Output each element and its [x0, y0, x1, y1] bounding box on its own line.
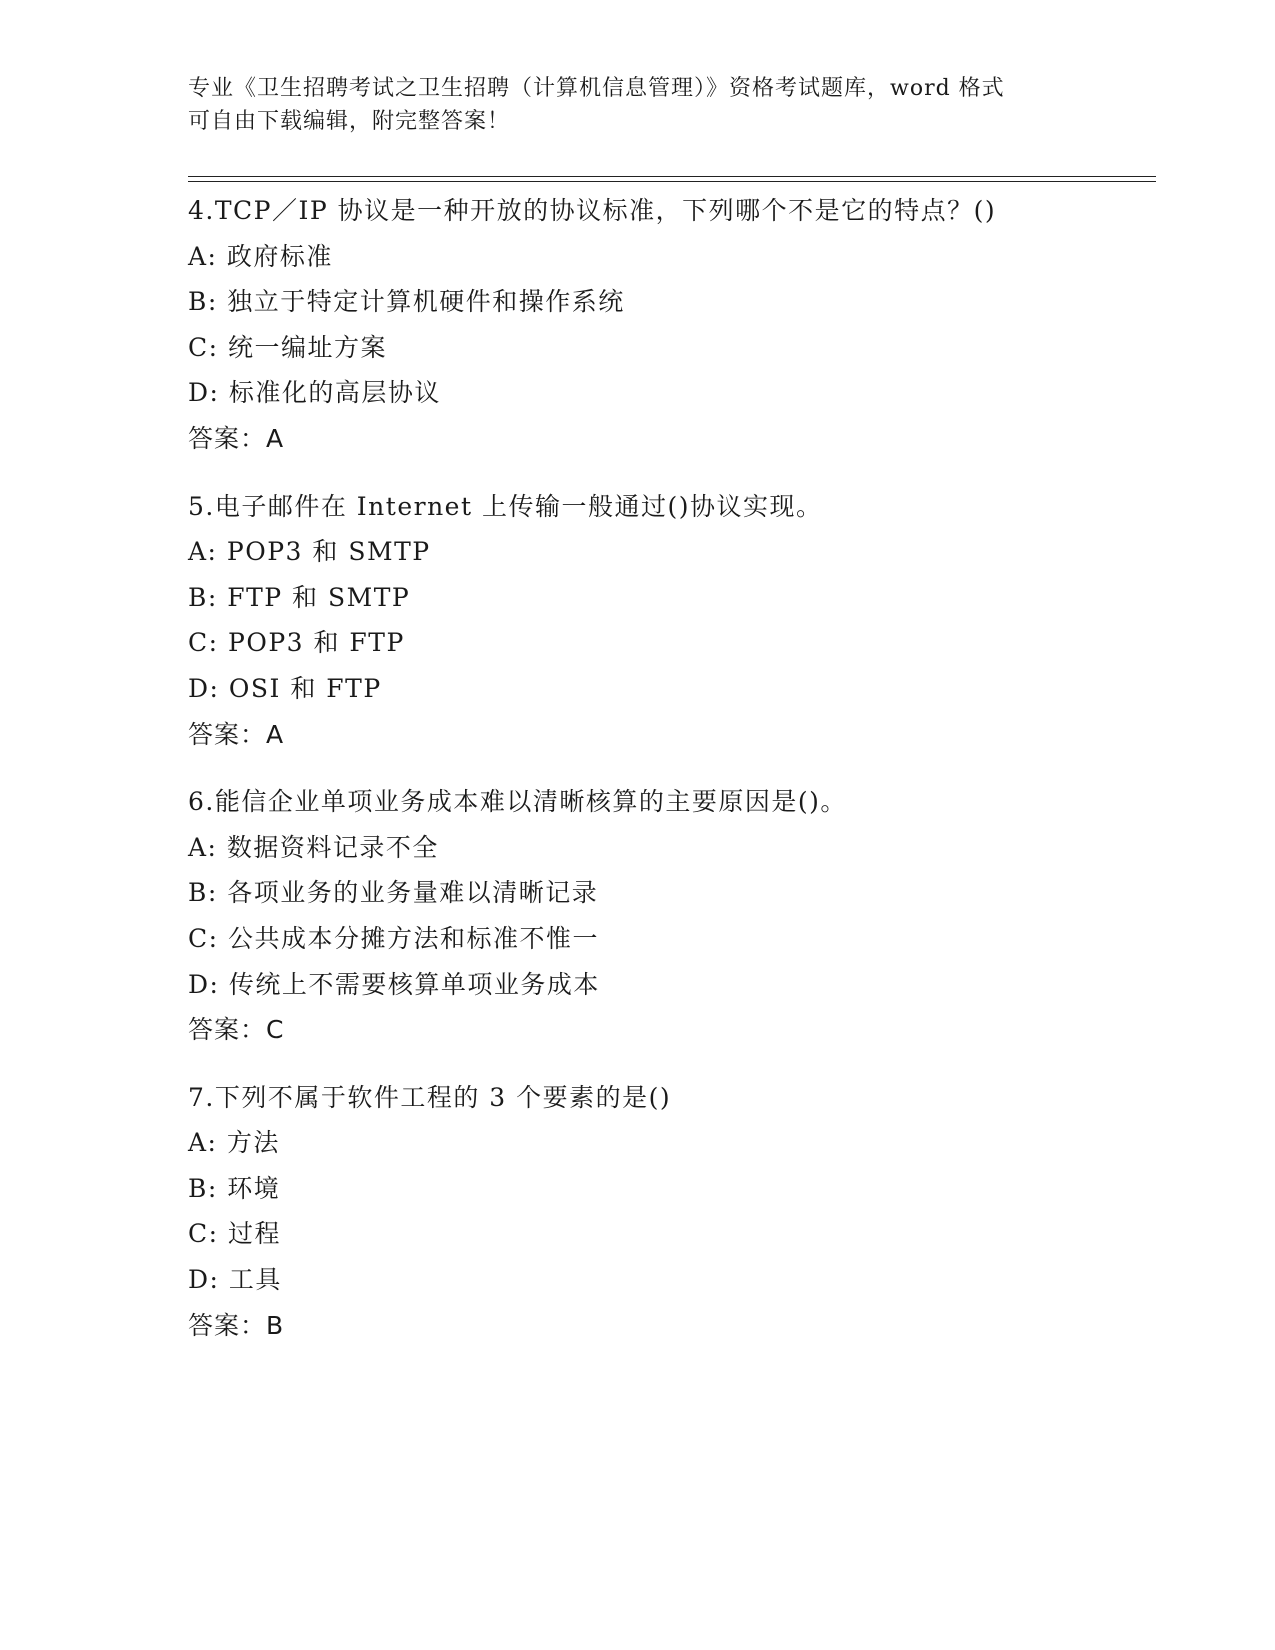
option-d: D: OSI 和 FTP: [188, 673, 382, 703]
option-a: A: POP3 和 SMTP: [188, 537, 431, 567]
answer-line: 答案：B: [188, 1310, 285, 1340]
option-c: C: POP3 和 FTP: [188, 628, 405, 658]
option-d: D: 工具: [188, 1265, 282, 1295]
header-line-1: 专业《卫生招聘考试之卫生招聘（计算机信息管理）》资格考试题库，word 格式: [188, 76, 1005, 101]
question-stem: 7.下列不属于软件工程的 3 个要素的是(): [188, 1082, 672, 1112]
answer-line: 答案：A: [188, 719, 285, 749]
question-stem: 4.TCP／IP 协议是一种开放的协议标准，下列哪个不是它的特点？(): [188, 196, 997, 225]
option-a: A: 数据资料记录不全: [188, 832, 439, 862]
option-a: A: 政府标准: [188, 241, 333, 271]
question-stem: 6.能信企业单项业务成本难以清晰核算的主要原因是()。: [188, 787, 847, 817]
question-6: [188, 779, 1188, 1053]
answer-line: 答案：A: [188, 423, 285, 453]
option-a: A: 方法: [188, 1128, 280, 1158]
option-b: B: 各项业务的业务量难以清晰记录: [188, 878, 599, 908]
question-5: [188, 484, 1188, 758]
option-c: C: 过程: [188, 1219, 281, 1249]
option-c: C: 公共成本分摊方法和标准不惟一: [188, 923, 599, 953]
option-b: B: 独立于特定计算机硬件和操作系统: [188, 287, 625, 317]
option-c: C: 统一编址方案: [188, 332, 387, 362]
question-list: [188, 188, 1188, 1370]
header-divider-top: [188, 176, 1156, 177]
question-stem: 5.电子邮件在 Internet 上传输一般通过()协议实现。: [188, 491, 823, 521]
option-d: D: 传统上不需要核算单项业务成本: [188, 969, 600, 999]
header-divider-bottom: [188, 181, 1156, 182]
header-line-2: 可自由下载编辑，附完整答案！: [188, 109, 511, 134]
question-4: [188, 188, 1188, 462]
document-header: [188, 72, 1088, 138]
option-b: B: FTP 和 SMTP: [188, 582, 411, 612]
option-d: D: 标准化的高层协议: [188, 378, 441, 408]
question-7: [188, 1075, 1188, 1349]
option-b: B: 环境: [188, 1173, 281, 1203]
answer-line: 答案：C: [188, 1015, 285, 1045]
